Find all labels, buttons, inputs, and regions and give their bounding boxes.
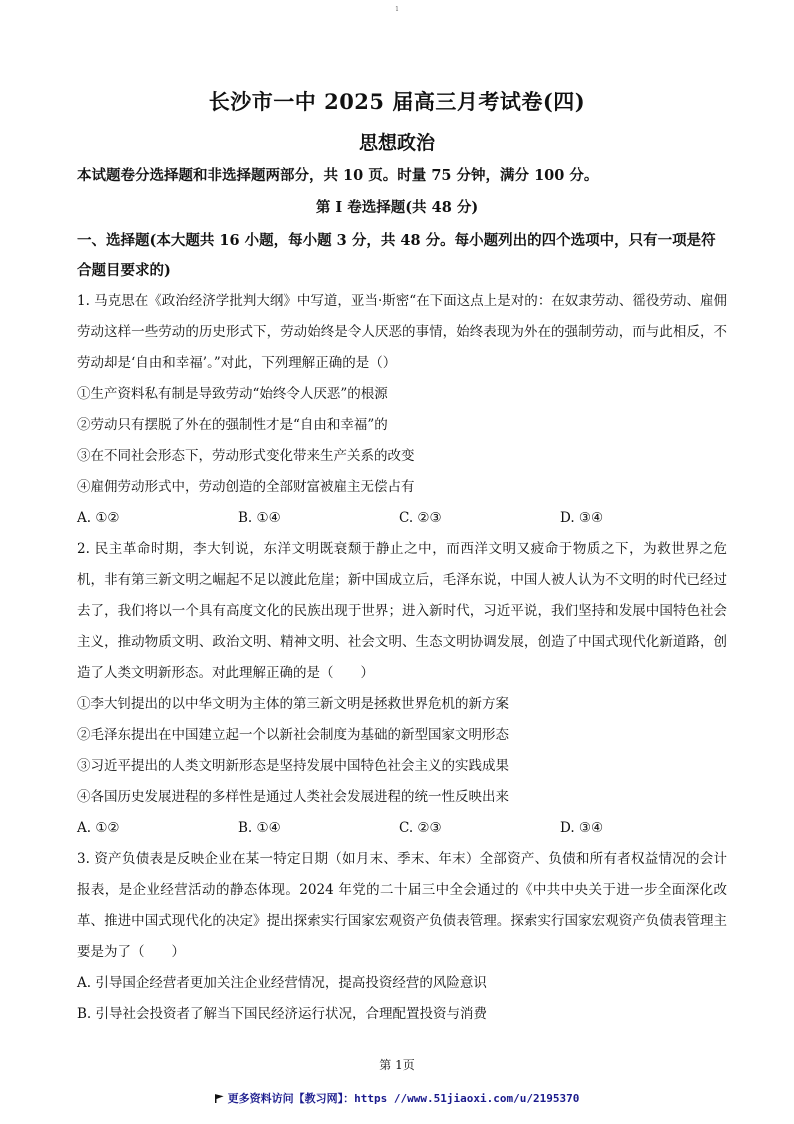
section-title: 第 I 卷选择题(共 48 分) xyxy=(315,199,479,216)
option-b: B. ①④ xyxy=(238,820,281,836)
flag-icon xyxy=(215,1094,224,1103)
question-stem: 3. 资产负债表是反映企业在某一特定日期（如月末、季末、年末）全部资产、负债和所有者权益情况的会计报表，是企业经营活动的静态体现。2024 年党的二十届三中全会通过的《中共中央关于进一步全面深化改革、推进中国式现代化的决定》提出探索实行国家宏观资产负债表管理。探索实行国家宏观资产负债表管理主要是为了（ ） xyxy=(77,851,727,960)
questions-area xyxy=(77,286,727,1030)
option-b: B. ①④ xyxy=(238,510,281,526)
statement: ②毛泽东提出在中国建立起一个以新社会制度为基础的新型国家文明形态 xyxy=(77,727,509,743)
footer-text: 更多资料访问【教习网】：https //www.51jiaoxi.com/u/2195370 xyxy=(227,1092,580,1105)
part-heading: 一、选择题(本大题共 16 小题，每小题 3 分，共 48 分。每小题列出的四个选项中，只有一项是符合题目要求的) xyxy=(77,232,716,279)
answer-options xyxy=(77,503,727,534)
statement: ①李大钊提出的以中华文明为主体的第三新文明是拯救世界危机的新方案 xyxy=(77,696,509,712)
option-c: C. ②③ xyxy=(399,510,442,526)
option-d: D. ③④ xyxy=(560,510,604,526)
option-a: A. ①② xyxy=(77,510,120,526)
top-mark: 1 xyxy=(395,6,399,13)
statement: ③在不同社会形态下，劳动形式变化带来生产关系的改变 xyxy=(77,448,415,464)
exam-title: 长沙市一中 2025 届高三月考试卷(四) xyxy=(208,89,586,114)
option-b: B. 引导社会投资者了解当下国民经济运行状况，合理配置投资与消费 xyxy=(77,1006,488,1022)
option-a: A. ①② xyxy=(77,820,120,836)
statement: ④雇佣劳动形式中，劳动创造的全部财富被雇主无偿占有 xyxy=(77,479,415,495)
question-stem: 1. 马克思在《政治经济学批判大纲》中写道，亚当·斯密“在下面这点上是对的：在奴隶劳动、徭役劳动、雇佣劳动这样一些劳动的历史形式下，劳动始终是令人厌恶的事情，始终表现为外在的强制劳动，而与此相反，不劳动却是‘自由和幸福’。”对此，下列理解正确的是（） xyxy=(77,293,727,371)
statement: ③习近平提出的人类文明新形态是坚持发展中国特色社会主义的实践成果 xyxy=(77,758,509,774)
answer-options xyxy=(77,813,727,844)
option-c: C. ②③ xyxy=(399,820,442,836)
statement: ①生产资料私有制是导致劳动“始终令人厌恶”的根源 xyxy=(77,386,388,402)
question-stem: 2. 民主革命时期，李大钊说，东洋文明既衰颓于静止之中，而西洋文明又疲命于物质之下，为救世界之危机，非有第三新文明之崛起不足以渡此危崖；新中国成立后，毛泽东说，中国人被人认为不文明的时代已经过去了，我们将以一个具有高度文化的民族出现于世界；进入新时代，习近平说，我们坚持和发展中国特色社会主义，推动物质文明、政治文明、精神文明、社会文明、生态文明协调发展，创造了中国式现代化新道路，创造了人类文明新形态。对此理解正确的是（ ） xyxy=(77,541,727,681)
question-3 xyxy=(77,844,727,1030)
statement: ②劳动只有摆脱了外在的强制性才是“自由和幸福”的 xyxy=(77,417,388,433)
statement: ④各国历史发展进程的多样性是通过人类社会发展进程的统一性反映出来 xyxy=(77,789,509,805)
subject-title: 思想政治 xyxy=(358,132,435,154)
footer-link[interactable] xyxy=(0,1090,794,1106)
exam-instructions: 本试题卷分选择题和非选择题两部分，共 10 页。时量 75 分钟，满分 100 分。 xyxy=(77,167,599,184)
option-d: D. ③④ xyxy=(560,820,604,836)
question-2 xyxy=(77,534,727,844)
option-a: A. 引导国企经营者更加关注企业经营情况，提高投资经营的风险意识 xyxy=(77,975,487,991)
question-1 xyxy=(77,286,727,534)
page-number: 第 1页 xyxy=(379,1058,415,1072)
